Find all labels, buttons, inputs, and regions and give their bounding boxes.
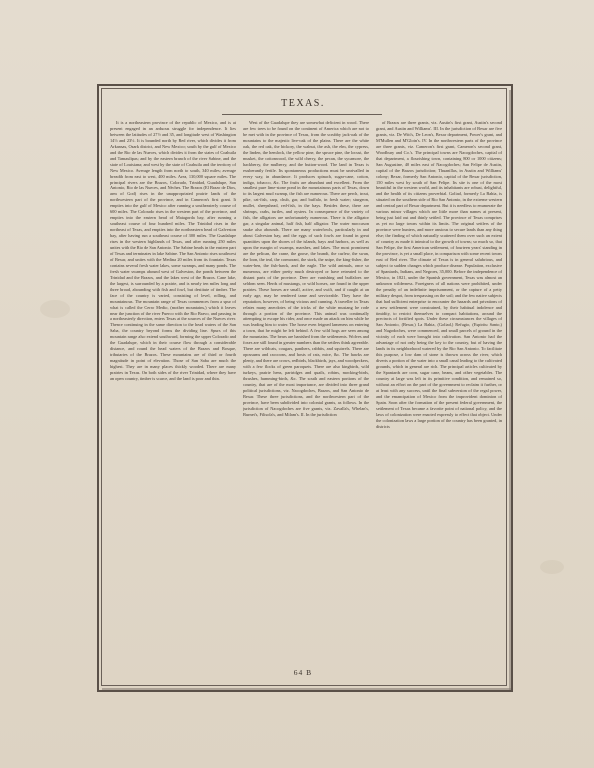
column-text: West of the Guadalupe they are somewhat deficient in wood. There are few trees to be found on the continent of America which are not to be met with in the province of Texas, from the scrubby jack-oak of the mountains to the majestic live-oak of the plains. There are the white oak, the red oak, the hickory, the walnut, the ash, the elm, the cypress, the linden, the hemlock, the yellow pine, the spruce pine, the locust, the musket, the cottonwood, the wild cherry, the pecan, the sycamore, the hackberry, the mulberry, and the button-wood. The land in Texas is exuberantly fertile. Its spontaneous productions must be unrivalled in every way, in abundance. It produces spinach, sugar-cane, cotton, indigo, tobacco, &c. The fruits are abundant and excellent. From the smallest pure lime-stone pond in the mountainous parts of Texas, down to its largest mud swamp, the fish are numerous. There are perch, trout, pike, cat-fish, carp, chub, gar, and buffalo, in fresh water; sturgeon, mullet, sheepshead, red-fish, in the bays. Besides these, there are shrimps, crabs, turtles, and oysters. In consequence of the variety of fish, the alligators are unfortunately numerous. There is the alligator gar, a singular animal, half fish, half alligator. The water moccason snake also abounds. There are many waterfowls, particularly in and about Galveston bay, and the eggs of such fowls are found in great quantities upon the shores of the islands, bays and harbors, as well as upon the margin of swamps, marshes, and lakes. The most prominent are the pelican, the crane, the goose, the brandt, the curlew, the swan, the loon, the teal, the cormorant, the stork, the snipe, the king-fisher, the water-hen, the fish-hawk, and the eagle. The wild animals, once so numerous, are either pretty much destroyed or have retreated to the distant parts of the province. Deer are vanishing and buffaloes are seldom seen. Herds of mustangs, or wild horses, are found in the upper prairies. These horses are small, active, and swift, and if caught at an early age, may be rendered tame and serviceable. They have the reputation, however, of being vicious and cunning. A traveller in Texas relates many anecdotes of the tricks of the white mustang he rode through a portion of the province. This animal was continually attempting to escape his rider, and once made an attack on him while he was leading him to water. The horse even feigned lameness on entering a town, that he might be left behind. A few wild hogs are seen among the mountains. The bears are banished from the settlements. Wolves and foxes are still found in greater numbers than the settlers think agreeable. There are wildcats, cougars, panthers, rabbits, and squirrels. There are opossums and raccoons, and hosts of rats, mice, &c. The hawks are plenty, and there are crows, redbirds, blackbirds, jays, and woodpeckers, with a few flocks of green paroquets. There are also kingbirds, wild turkeys, prairie hens, partridges and quails, robins, mocking-birds, thrushes, humming-birds, &c. The south and eastern portions of the country, that are of the most importance, are divided into three grand political jurisdictions, viz. Nacogdoches, Brazos, and San Antonio de Bexar. These three jurisdictions, and the northwestern part of the province, have been subdivided into colonial grants, as follows. In the jurisdiction of Nacogdoches are five grants, viz. Zavalla's, Whelan's, Burnet's, Filisola's, and Milam's. II. In the jurisdiction bbox=[243, 120, 369, 417]
text-column-3 bbox=[376, 120, 502, 672]
page-title: TEXAS. bbox=[281, 98, 325, 109]
column-text: of Brazos are three grants, viz. Austin's first grant, Austin's second grant, and Austin and Williams'. III. In the jurisdiction of Bexar are five grants, viz. De Witt's, De Leon's, Bexar department, Power's grant, and M'Mullen and M'Gloin's. IV. In the northwestern parts of the province are three grants, viz. Cameron's first grant, Cameron's second grant, Woodbury and Co.'s. The principal towns are Nacogdoches, capital of that department, a flourishing town, containing 800 or 1000 citizens; San Augustine, 40 miles east of Nacogdoches; San Felipe de Austin, capital of the Brazos jurisdiction; Thuanillas, in Austin and Williams' colony; Bexar, formerly San Antonio, capital of the Bexar jurisdiction, 150 miles west by south of San Felipe. Its site is one of the most beautiful in the western world, and its inhabitants are robust, delightful, and the health of its citizens proverbial. Goliad, formerly La Bahia, is situated on the southern side of Rio San Antonio, in the extreme western and central part of Bexar department. But it is needless to enumerate the various minor villages which are little more than names at present, being just laid out and thinly settled. The province of Texas comprises as yet no large towns within its limits. The original settlers of the province were hunters, and more anxious to secure lands than any thing else; the finding of which naturally scattered them over such an extent of country as made it inimical to the growth of towns; so much so, that San Felipe, the first American settlement, of fourteen years' standing in the province, is yet a small place, in comparison with some recent towns east of Red river. The climate of Texas is in general salubrious, and subject to sudden changes which produce disease. Population, exclusive of Spaniards, Indians, and Negroes, 35,000. Before the independence of Mexico, in 1821, under the Spanish government, Texas was almost an unknown wilderness. Foreigners of all nations were prohibited, under the penalty of an indefinite imprisonment, or the capture of a petty military despot, from trespassing on the soil; and the few native subjects that had sufficient enterprise to encounter the hazards and privations of a new settlement were constrained, by their habitual indolence and timidity, to restrict themselves to compact habitations, around the precincts of fortified spots. Under these circumstances the villages of San Antonio, (Bexar,) La Bahia, (Goliad,) Refugio, (Espiritu Santo,) and Nagodoches, were commenced, and small parcels of ground in the vicinity of each were brought into cultivation. San Antonio had the advantage of not only being the key to the country, but of having the lands in its neighborhood watered by the Rio San Antonio. To facilitate this purpose, a low dam of stone is thrown across the river, which diverts a portion of the water into a small canal leading to the cultivated grounds, which in general are rich. The principal articles cultivated by the Spaniards are corn, sugar cane, beans, and other vegetables. The country at large was left in its primitive condition, and remained so, without an effort on the part of the government to reclaim it further, or at least with any success, until the final subversion of the regal power, and the emancipation of Mexico from the improvident dominion of Spain. Soon after the formation of the present federal government, the settlement of Texas became a favorite point of national policy, and the laws of colonization were enacted expressly to effect that object. Under the colonization laws a large portion of the country has been granted, in districts bbox=[376, 120, 502, 429]
paper-stain bbox=[40, 300, 70, 318]
text-column-1 bbox=[110, 120, 236, 672]
page-number: 64 B bbox=[293, 668, 313, 677]
column-text: It is a northeastern province of the republic of Mexico, and is at present engaged in an arduous struggle for independence. It lies between the latitudes of 27½ and 35, and longitude west of Washington 14⅓ and 23⅓. It is bounded north by Red river, which divides it from Arkansas, Ozark district, and New Mexico; south by the gulf of Mexico and the Rio de las Nueces, which divides it from the states of Coahuila and Tamaulipas; and by the eastern branch of the river Sabine, and the state of Louisiana; and west by the state of Coahuila and the territory of New Mexico. Average length from north to south, 340 miles; average breadth from east to west, 400 miles. Area, 130,000 square miles. The principal rivers are the Brazos, Colorado, Trinidad, Guadalupe, San Antonio, Rio de las Nueces, and Nèches. The Brazos (El Brazo de Dios, arm of God) rises in the unappropriated prairie lands of the northwestern part of the province, and in Cameron's first grant. It empties into the gulf of Mexico after running a southeasterly course of 600 miles. The Colorado rises in the western part of the province, and empties into the eastern head of Matagorda bay, after running a southeast course of four hundred miles. The Trinidad rises in the northeast of Texas, and empties into the northeastern head of Galveston bay, after having run a southeast course of 300 miles. The Guadalupe rises in the western highlands of Texas, and after running 250 miles unites with the Rio de San Antonio. The Sabine heads in the eastern part of Texas and terminates in lake Sabine. The San Antonio rises southwest of Bexar, and unites with the Medina 20 miles from its fountain. Texas contains several fresh water lakes, some swamps, and many ponds. The fresh water swamps abound west of Galveston, the ponds between the Trinidad and the Brazos, and the lakes west of the Brazos. Cane lake, the largest, is surrounded by a prairie, and is nearly ten miles long and three broad, abounding with fish and fowl, but destitute of timber. The face of the country is varied, consisting of level, rolling, and mountainous. The mountain range of Texas commences from a spur of what is called the Cerro Medio, (mother mountains,) which it leaves near the junction of the river Puerco with the Rio Bravo, and passing in a northeasterly direction, enters Texas at the sources of the Nueces river. Thence continuing in the same direction to the head waters of the San Saba, the country beyond forms the dividing line. Spurs of this mountain range also extend southward, forming the upper Colorado and the Guadalupe, which in their course flow through a considerable distance, and round the head waters of the Brazos and Bosque, tributaries of the Brazos. These mountains are of third or fourth magnitude in point of elevation. Those of San Saba are much the highest. They are in many places thickly wooded. There are many prairies in Texas. On both sides of the river Trinidad, where they have an open country, timber is scarce, and the land is poor and thin. bbox=[110, 120, 236, 381]
paper-stain bbox=[540, 560, 564, 574]
text-column-2 bbox=[243, 120, 369, 672]
title-rule bbox=[222, 114, 382, 115]
